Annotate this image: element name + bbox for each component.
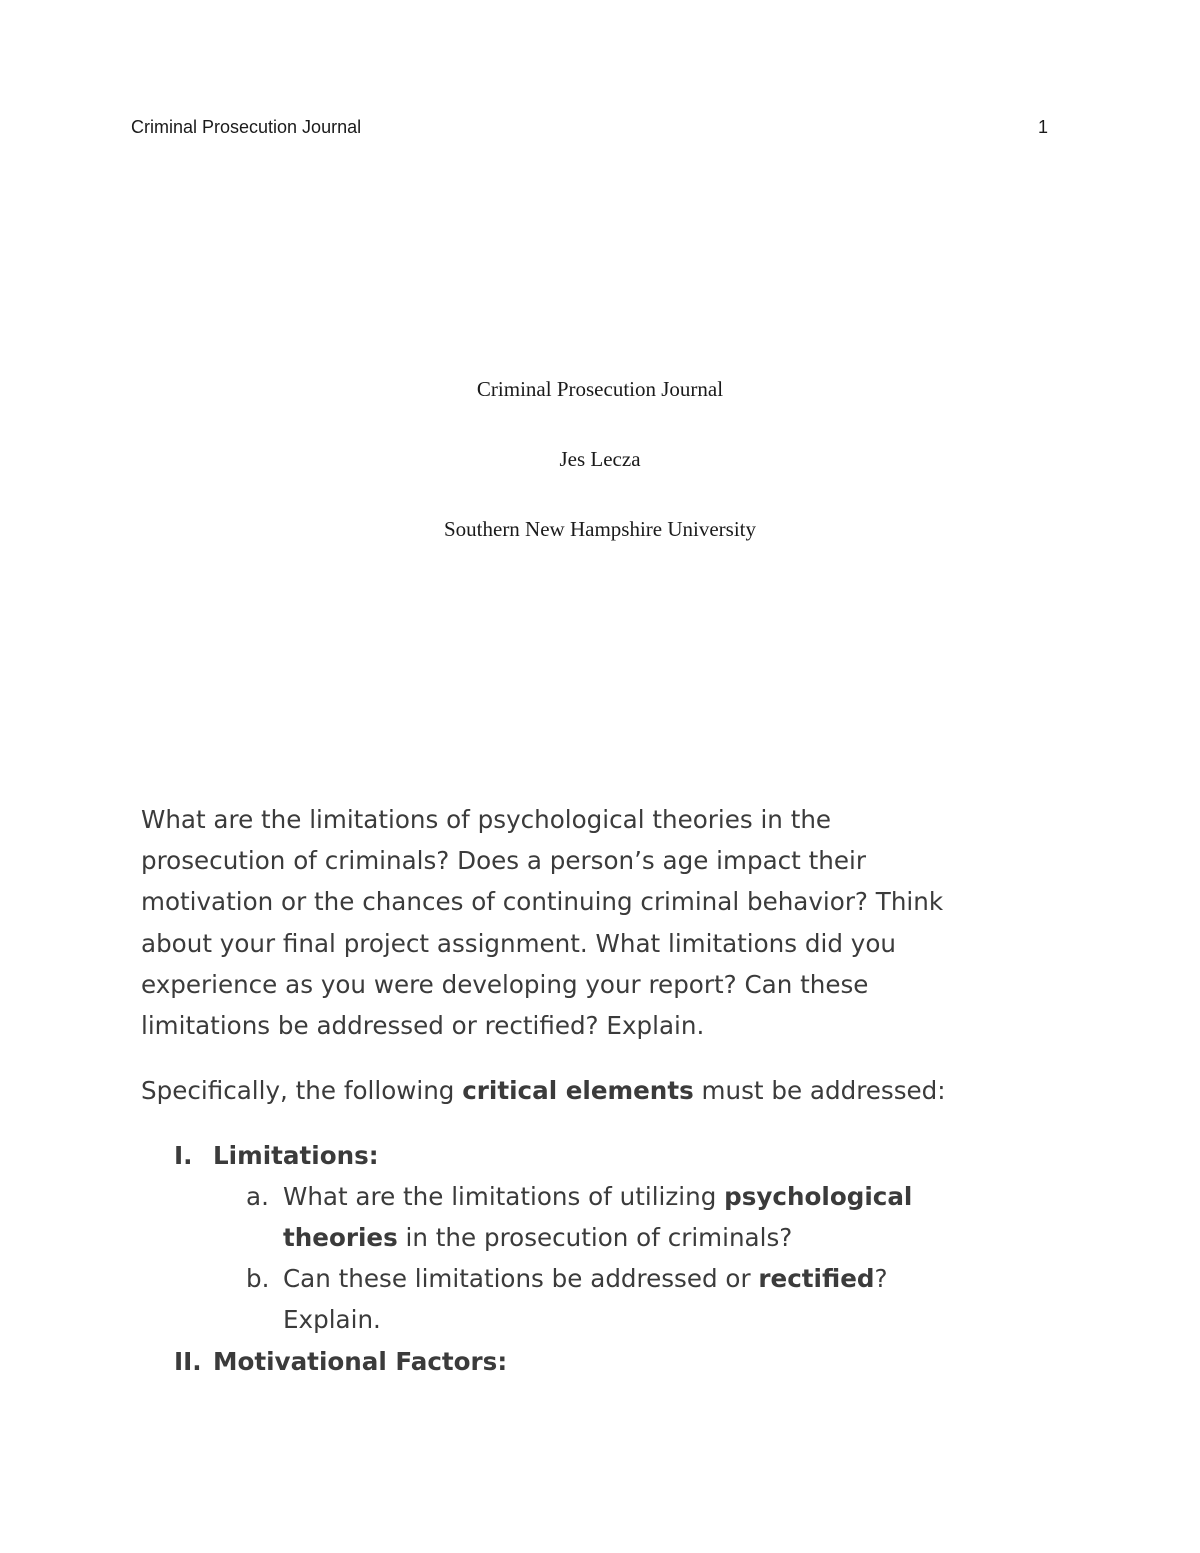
page-number: 1 — [1037, 117, 1048, 137]
prompt-line: What are the limitations of psychological theories in the — [141, 805, 832, 834]
outline-item-line: Explain. — [283, 1305, 381, 1334]
section-heading-motivational-factors: Motivational Factors: — [213, 1347, 508, 1376]
outline-letter: b. — [246, 1264, 270, 1293]
outline-item-line — [283, 1176, 912, 1217]
item-text-bold: theories — [283, 1223, 398, 1252]
running-head: Criminal Prosecution Journal — [131, 117, 362, 137]
outline-item-line — [283, 1258, 888, 1299]
intro-text-bold: critical elements — [462, 1076, 694, 1105]
prompt-line: motivation or the chances of continuing criminal behavior? Think — [141, 887, 944, 917]
prompt-line: limitations be addressed or rectified? Explain. — [141, 1011, 705, 1041]
paper-title: Criminal Prosecution Journal — [476, 377, 724, 401]
item-text-bold: rectified — [758, 1264, 875, 1293]
institution-name: Southern New Hampshire University — [443, 517, 757, 541]
critical-elements-intro — [141, 1070, 946, 1111]
outline-item-line — [283, 1217, 792, 1258]
item-text: Can these limitations be addressed or — [283, 1264, 759, 1293]
item-text-bold: psychological — [724, 1182, 913, 1211]
item-text: ? — [874, 1264, 888, 1293]
prompt-line: experience as you were developing your report? Can these — [141, 969, 869, 999]
outline-numeral: II. — [174, 1347, 202, 1376]
prompt-line: about your final project assignment. What limitations did you — [141, 928, 896, 958]
author-name: Jes Lecza — [559, 447, 641, 471]
item-text: What are the limitations of utilizing — [283, 1182, 725, 1211]
intro-text-before: Specifically, the following — [141, 1076, 463, 1105]
outline-letter: a. — [246, 1182, 269, 1211]
section-heading-limitations: Limitations: — [213, 1141, 379, 1170]
item-text: in the prosecution of criminals? — [397, 1223, 793, 1252]
prompt-line: prosecution of criminals? Does a person’s age impact their — [141, 846, 866, 876]
prompt-paragraph — [141, 799, 1061, 1046]
outline-numeral: I. — [174, 1141, 193, 1170]
intro-text-after: must be addressed: — [693, 1076, 946, 1105]
